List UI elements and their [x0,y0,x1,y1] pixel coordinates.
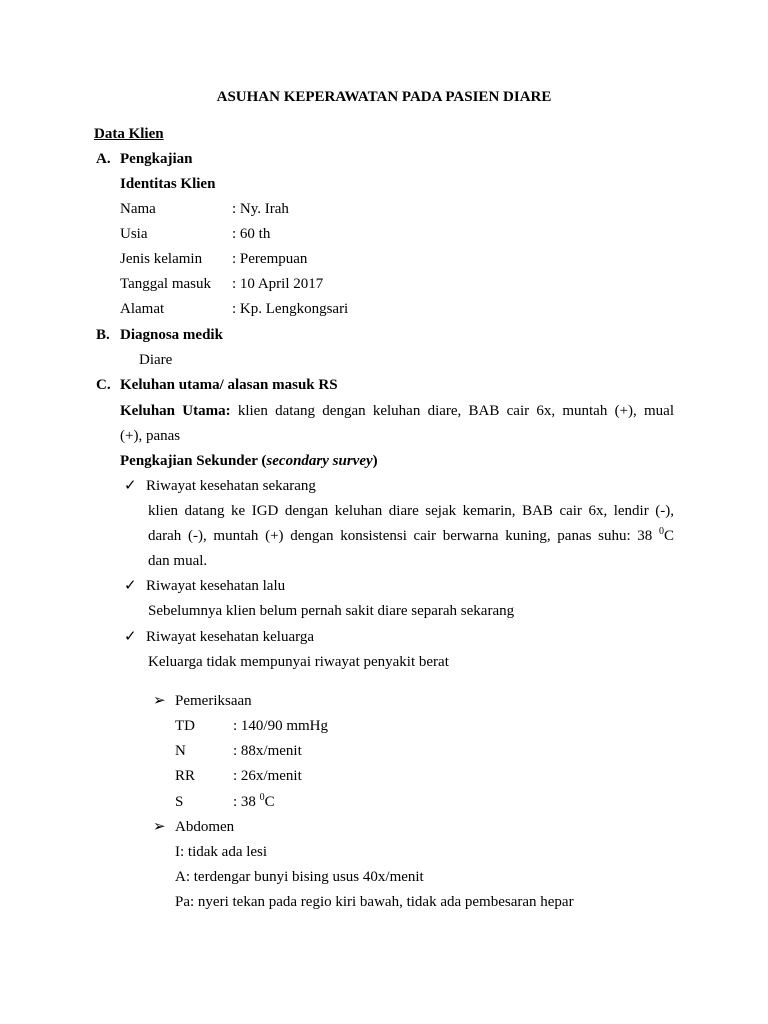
document-title: ASUHAN KEPERAWATAN PADA PASIEN DIARE [216,89,552,105]
riwayat-sekarang-label: Riwayat kesehatan sekarang [146,478,316,494]
celsius-unit: C [264,794,275,810]
keluhan-utama-line2: (+), panas [120,428,181,444]
abdomen-heading [153,818,234,836]
keluhan-utama-line1 [120,402,674,420]
abdomen-label: Abdomen [175,819,235,835]
riwayat-lalu-text: Sebelumnya klien belum pernah sakit diare separah sekarang [148,603,515,619]
identity-label: Usia [120,226,148,242]
degree-superscript: 0 [259,792,265,803]
section-c-marker: C. [96,377,111,393]
identity-row-usia [120,225,270,243]
vital-row-rr [175,767,302,785]
riwayat-sekarang-line2 [148,527,674,545]
keluhan-utama-text: klien datang dengan keluhan diare, BAB cair 6x, muntah (+), mual [237,403,675,419]
pemeriksaan-heading [153,692,252,710]
identity-label: Tanggal masuk [120,276,212,292]
identity-row-nama [120,200,289,218]
diagnosa-text: Diare [139,352,173,368]
identity-label: Nama [120,201,156,217]
check-icon: ✓ [124,578,137,594]
section-b-marker: B. [96,327,110,343]
riwayat-sekarang-line3: dan mual. [148,553,208,569]
abdomen-line-auskultasi: A: terdengar bunyi bising usus 40x/menit [175,869,424,885]
identity-value: : Ny. Irah [232,201,289,217]
check-icon: ✓ [124,478,137,494]
vital-label: TD [175,718,195,734]
check-icon: ✓ [124,629,137,645]
sekunder-close: ) [372,453,378,469]
vital-row-s [175,793,275,811]
sekunder-label: Pengkajian Sekunder ( [120,453,267,469]
degree-superscript: 0 [658,526,664,537]
identity-value: : 10 April 2017 [232,276,324,292]
riwayat-sekarang-heading [124,477,316,495]
section-c-heading: Keluhan utama/ alasan masuk RS [120,377,338,393]
sekunder-italic: secondary survey [266,453,373,469]
section-a-marker: A. [96,151,111,167]
arrow-bullet-icon: ➢ [153,693,166,709]
riwayat-sekarang-line1: klien datang ke IGD dengan keluhan diare sejak kemarin, BAB cair 6x, lendir (-), [148,503,674,519]
vital-value: : 140/90 mmHg [233,718,329,734]
identity-label: Jenis kelamin [120,251,203,267]
vital-label: N [175,743,186,759]
identitas-klien-heading: Identitas Klien [120,176,216,192]
vital-value: : 38 [233,794,260,810]
celsius-unit: C [663,528,674,544]
section-a-heading: Pengkajian [120,151,193,167]
vital-label: RR [175,768,196,784]
abdomen-line-palpasi: Pa: nyeri tekan pada regio kiri bawah, tidak ada pembesaran hepar [175,894,574,910]
identity-value: : Perempuan [232,251,308,267]
vital-row-n [175,742,302,760]
riwayat-keluarga-text: Keluarga tidak mempunyai riwayat penyakit berat [148,654,449,670]
pengkajian-sekunder-heading [120,452,378,470]
identity-row-alamat [120,300,348,318]
data-klien-heading: Data Klien [94,126,164,142]
riwayat-lalu-heading [124,577,285,595]
vital-value: : 26x/menit [233,768,302,784]
vital-value: : 88x/menit [233,743,302,759]
identity-label: Alamat [120,301,165,317]
riwayat-lalu-label: Riwayat kesehatan lalu [146,578,286,594]
riwayat-keluarga-label: Riwayat kesehatan keluarga [146,629,314,645]
identity-value: : Kp. Lengkongsari [232,301,349,317]
arrow-bullet-icon: ➢ [153,819,166,835]
riwayat-keluarga-heading [124,628,314,646]
section-b-heading: Diagnosa medik [120,327,223,343]
pemeriksaan-label: Pemeriksaan [175,693,252,709]
riwayat-line2-text: darah (-), muntah (+) dengan konsistensi cair berwarna kuning, panas suhu: 38 [148,528,659,544]
identity-row-jenis-kelamin [120,250,307,268]
identity-row-tanggal-masuk [120,275,323,293]
vital-label: S [175,794,184,810]
keluhan-utama-label: Keluhan Utama: [120,403,231,419]
identity-value: : 60 th [232,226,271,242]
abdomen-line-inspeksi: I: tidak ada lesi [175,844,268,860]
vital-row-td [175,717,328,735]
